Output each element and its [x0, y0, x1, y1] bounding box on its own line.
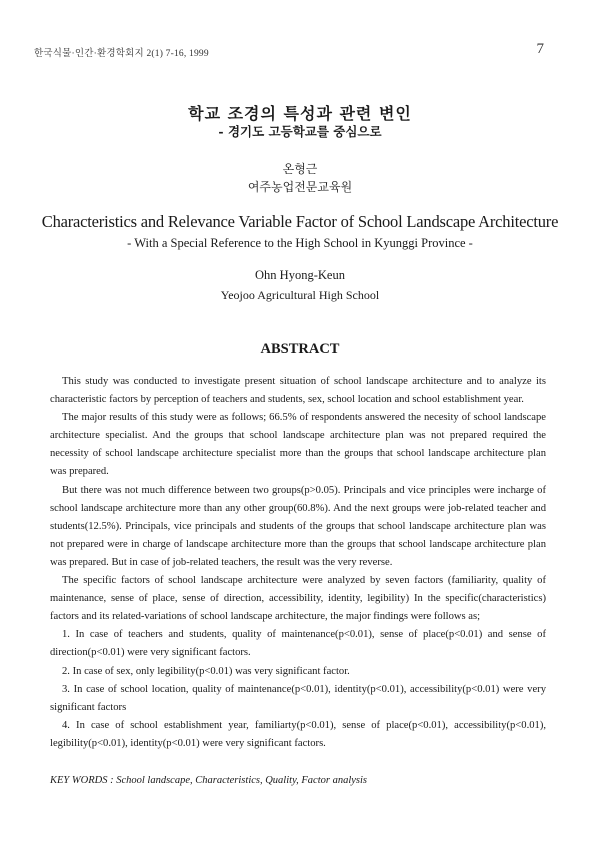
abstract-paragraph: The major results of this study were as follows; 66.5% of respondents answered the necesity of school landscape architecture specialist. And the groups that school landscape architecture plan was not prepared required the necessity of school landscape architecture specialist more than the groups that school landscape architecture plan was prepared.: [50, 412, 546, 478]
korean-subtitle: - 경기도 고등학교를 중심으로: [218, 124, 382, 139]
page-number: 7: [536, 41, 544, 57]
abstract-body: [50, 373, 546, 753]
abstract-paragraph: This study was conducted to investigate present situation of school landscape architecture and to analyze its characteristic factors by perception of teachers and students, sex, school location and school establishment year.: [50, 376, 546, 406]
abstract-paragraph: 4. In case of school establishment year, familiarty(p<0.01), sense of place(p<0.01), accessibility(p<0.01), legibility(p<0.01), identity(p<0.01) were very significant factors.: [50, 719, 546, 749]
abstract-paragraph: 1. In case of teachers and students, quality of maintenance(p<0.01), sense of place(p<0.01) and sense of direction(p<0.01) were very significant factors.: [50, 629, 546, 659]
running-head: 한국식물·인간·환경학회지 2(1) 7-16, 1999: [34, 49, 209, 59]
abstract-paragraph: 3. In case of school location, quality of maintenance(p<0.01), identity(p<0.01), accessibility(p<0.01) were very significant factors: [50, 683, 546, 713]
korean-author: 온형근: [282, 162, 318, 176]
abstract-heading: ABSTRACT: [260, 341, 340, 357]
english-affiliation: Yeojoo Agricultural High School: [220, 288, 380, 302]
english-title: Characteristics and Relevance Variable Factor of School Landscape Architecture: [41, 212, 559, 231]
english-author: Ohn Hyong-Keun: [255, 268, 345, 282]
abstract-paragraph: 2. In case of sex, only legibility(p<0.01) was very significant factor.: [62, 665, 350, 677]
korean-affiliation: 여주농업전문교육원: [247, 180, 353, 194]
korean-title: 학교 조경의 특성과 관련 변인: [188, 104, 412, 123]
keywords: KEY WORDS : School landscape, Characteristics, Quality, Factor analysis: [50, 775, 368, 786]
abstract-paragraph: But there was not much difference between two groups(p>0.05). Principals and vice principles were incharge of school landscape architecture more than any other group(60.8%). And the next groups were job-related teacher and students(12.5%). Principals, vice principals and students of the groups that school landscape architecture plan was not prepared were in charge of landscape architecture more than the groups that school landscape architecture plan was prepared. But in case of job-related teachers, the result was the very reverse.: [50, 484, 546, 568]
abstract-paragraph: The specific factors of school landscape architecture were analyzed by seven factors (familiarity, quality of maintenance, sense of place, sense of direction, accessibility, identity, legibility) In the specific(characteristics) factors and its related-variations of school landscape architecture, the major findings were follows as;: [50, 575, 546, 623]
english-subtitle: - With a Special Reference to the High School in Kyunggi Province -: [127, 236, 473, 250]
